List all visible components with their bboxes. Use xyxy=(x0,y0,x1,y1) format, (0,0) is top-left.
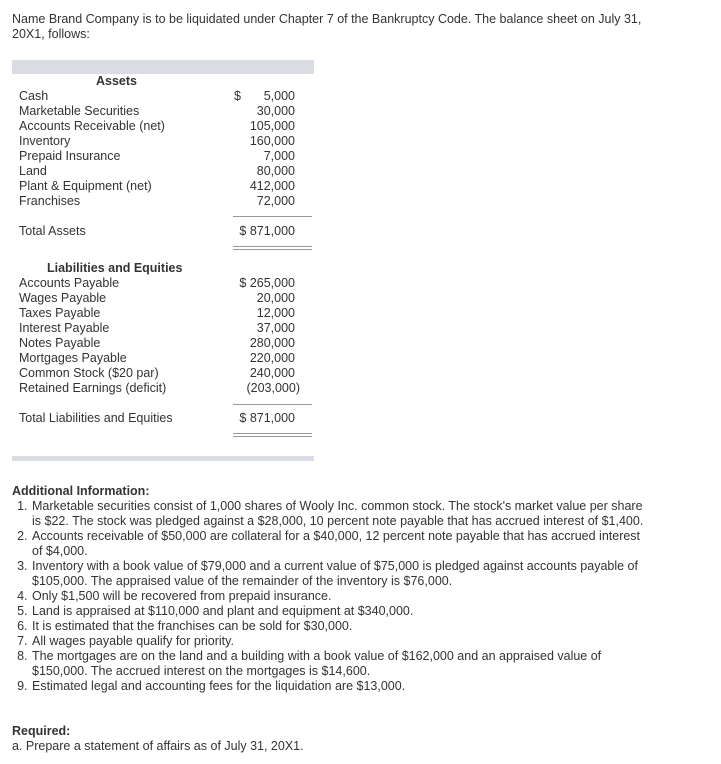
list-item: 8. The mortgages are on the land and a building with a book value of $162,000 and an appraised value of $150,000. The accrued interest on the mortgages is $14,600. xyxy=(31,649,652,679)
liability-label: Mortgages Payable xyxy=(19,351,127,365)
list-item: 7. All wages payable qualify for priority. xyxy=(31,634,652,649)
additional-information-title: Additional Information: xyxy=(12,484,150,498)
asset-label: Franchises xyxy=(19,194,81,208)
total-assets-label: Total Assets xyxy=(19,224,86,238)
asset-label: Accounts Receivable (net) xyxy=(19,119,165,133)
asset-value: 30,000 xyxy=(256,104,295,118)
asset-dollar-sign: $ xyxy=(234,89,241,103)
required-section xyxy=(12,724,652,754)
asset-label: Cash xyxy=(19,89,49,103)
balance-sheet-bottom-bar xyxy=(12,456,314,461)
asset-row xyxy=(12,194,314,209)
additional-information-list xyxy=(12,499,652,694)
liability-row xyxy=(12,366,314,381)
asset-label: Marketable Securities xyxy=(19,104,140,118)
asset-row xyxy=(12,104,314,119)
asset-row xyxy=(12,164,314,179)
liability-row xyxy=(12,276,314,291)
asset-value: 80,000 xyxy=(256,164,295,178)
balance-sheet-top-bar xyxy=(12,60,314,74)
total-assets-value: $ 871,000 xyxy=(239,224,295,238)
double-rule-bottom xyxy=(233,436,312,437)
balance-sheet xyxy=(12,60,314,444)
subtotal-rule xyxy=(233,216,312,217)
liability-label: Accounts Payable xyxy=(19,276,120,290)
liability-value: 220,000 xyxy=(249,351,295,365)
asset-row xyxy=(12,89,314,104)
required-item: a. Prepare a statement of affairs as of July 31, 20X1. xyxy=(12,739,304,753)
asset-value: 5,000 xyxy=(263,89,295,103)
list-item: 1. Marketable securities consist of 1,000 shares of Wooly Inc. common stock. The stock's market value per share is $22. The stock was pledged against a $28,000, 10 percent note payable that has accrued interest of $1,400. xyxy=(31,499,652,529)
additional-information xyxy=(12,484,652,694)
liability-value: 240,000 xyxy=(249,366,295,380)
liability-row xyxy=(12,381,314,396)
liability-label: Notes Payable xyxy=(19,336,101,350)
list-item: 6. It is estimated that the franchises can be sold for $30,000. xyxy=(31,619,652,634)
liability-row xyxy=(12,351,314,366)
liability-row xyxy=(12,306,314,321)
list-item: 3. Inventory with a book value of $79,000 and a current value of $75,000 is pledged against accounts payable of $105,000. The appraised value of the remainder of the inventory is $76,000. xyxy=(31,559,652,589)
liability-value: 37,000 xyxy=(256,321,295,335)
double-rule-bottom xyxy=(233,249,312,250)
liability-label: Retained Earnings (deficit) xyxy=(19,381,167,395)
liabilities-header: Liabilities and Equities xyxy=(47,261,183,275)
total-liabilities-row xyxy=(12,411,314,426)
asset-value: 72,000 xyxy=(256,194,295,208)
asset-row xyxy=(12,119,314,134)
total-liabilities-label: Total Liabilities and Equities xyxy=(19,411,173,425)
asset-value: 7,000 xyxy=(263,149,295,163)
liability-value: 12,000 xyxy=(256,306,295,320)
asset-label: Prepaid Insurance xyxy=(19,149,121,163)
liability-label: Interest Payable xyxy=(19,321,110,335)
liability-value: (203,000) xyxy=(246,381,300,395)
liability-label: Common Stock ($20 par) xyxy=(19,366,159,380)
assets-header: Assets xyxy=(96,74,137,88)
list-item: 5. Land is appraised at $110,000 and plant and equipment at $340,000. xyxy=(31,604,652,619)
double-rule-top xyxy=(233,433,312,434)
liability-row xyxy=(12,336,314,351)
asset-row xyxy=(12,134,314,149)
list-item: 2. Accounts receivable of $50,000 are collateral for a $40,000, 12 percent note payable that has accrued interest of $4,000. xyxy=(31,529,652,559)
problem-intro: Name Brand Company is to be liquidated under Chapter 7 of the Bankruptcy Code. The balance sheet on July 31, 20X1, follows: xyxy=(12,12,642,41)
asset-value: 160,000 xyxy=(249,134,295,148)
liability-value: 280,000 xyxy=(249,336,295,350)
liability-label: Taxes Payable xyxy=(19,306,101,320)
asset-value: 412,000 xyxy=(249,179,295,193)
liability-row xyxy=(12,291,314,306)
list-item: 9. Estimated legal and accounting fees for the liquidation are $13,000. xyxy=(31,679,652,694)
required-title: Required: xyxy=(12,724,71,738)
double-rule-top xyxy=(233,246,312,247)
liability-value: 20,000 xyxy=(256,291,295,305)
total-assets-row xyxy=(12,224,314,239)
asset-label: Plant & Equipment (net) xyxy=(19,179,152,193)
liability-row xyxy=(12,321,314,336)
asset-value: 105,000 xyxy=(249,119,295,133)
asset-row xyxy=(12,149,314,164)
total-liabilities-value: $ 871,000 xyxy=(239,411,295,425)
list-item: 4. Only $1,500 will be recovered from prepaid insurance. xyxy=(31,589,652,604)
asset-row xyxy=(12,179,314,194)
liability-label: Wages Payable xyxy=(19,291,107,305)
liability-value: $ 265,000 xyxy=(239,276,295,290)
asset-label: Land xyxy=(19,164,47,178)
subtotal-rule xyxy=(233,404,312,405)
asset-label: Inventory xyxy=(19,134,71,148)
